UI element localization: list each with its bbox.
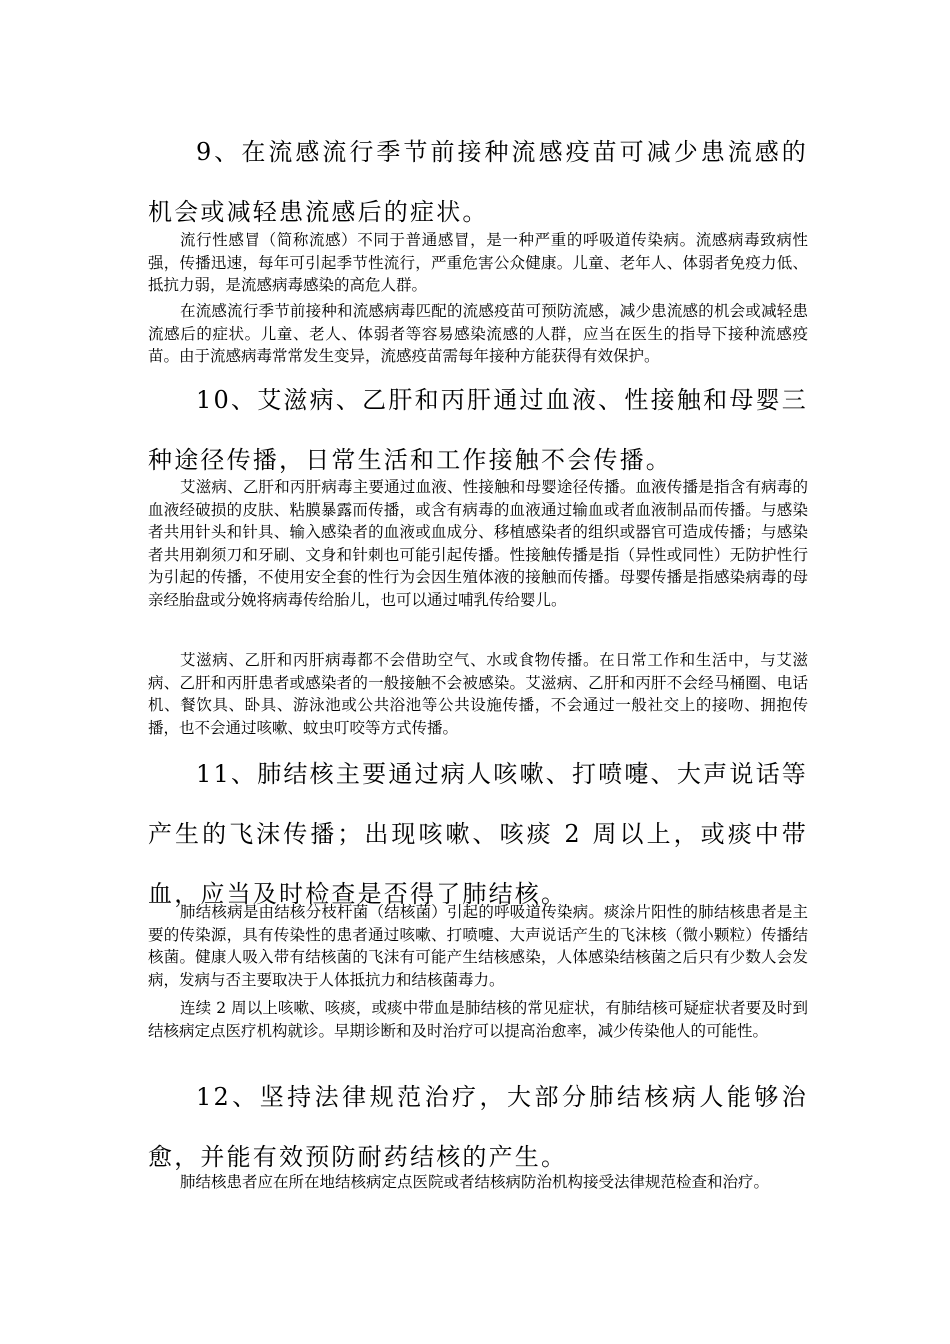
section-9-paragraph-2: 在流感流行季节前接种和流感病毒匹配的流感疫苗可预防流感，减少患流感的机会或减轻患流感后的症状。儿童、老人、体弱者等容易感染流感的人群，应当在医生的指导下接种流感疫苗。由于流感病毒常常发生变异，流感疫苗需每年接种方能获得有效保护。 [148,302,808,366]
section-10-paragraph-2: 艾滋病、乙肝和丙肝病毒都不会借助空气、水或食物传播。在日常工作和生活中，与艾滋病、乙肝和丙肝患者或感染者的一般接触不会被感染。艾滋病、乙肝和丙肝不会经马桶圈、电话机、餐饮具、卧具、游泳池或公共浴池等公共设施传播，不会通过一般社交上的接吻、拥抱传播，也不会通过咳嗽、蚊虫叮咬等方式传播。 [148,651,808,737]
section-12-heading: 12、坚持法律规范治疗，大部分肺结核病人能够治愈，并能有效预防耐药结核的产生。 [148,1083,808,1171]
section-11-paragraph-2: 连续 2 周以上咳嗽、咳痰，或痰中带血是肺结核的常见症状，有肺结核可疑症状者要及时到结核病定点医疗机构就诊。早期诊断和及时治疗可以提高治愈率，减少传染他人的可能性。 [148,999,808,1040]
section-11-heading: 11、肺结核主要通过病人咳嗽、打喷嚏、大声说话等产生的飞沫传播；出现咳嗽、咳痰 2 周以上，或痰中带血，应当及时检查是否得了肺结核。 [148,760,808,908]
section-12-paragraph-1: 肺结核患者应在所在地结核病定点医院或者结核病防治机构接受法律规范检查和治疗。 [180,1173,770,1191]
section-9-heading: 9、在流感流行季节前接种流感疫苗可减少患流感的机会或减轻患流感后的症状。 [148,138,808,226]
section-11-paragraph-1: 肺结核病是由结核分枝杆菌（结核菌）引起的呼吸道传染病。痰涂片阳性的肺结核患者是主要的传染源，具有传染性的患者通过咳嗽、打喷嚏、大声说话产生的飞沫核（微小颗粒）传播结核菌。健康人吸入带有结核菌的飞沫有可能产生结核感染，人体感染结核菌之后只有少数人会发病，发病与否主要取决于人体抵抗力和结核菌毒力。 [148,903,808,989]
section-10-paragraph-1: 艾滋病、乙肝和丙肝病毒主要通过血液、性接触和母婴途径传播。血液传播是指含有病毒的血液经破损的皮肤、粘膜暴露而传播，或含有病毒的血液通过输血或者血液制品而传播。与感染者共用针头和针具、输入感染者的血液或血成分、移植感染者的组织或器官可造成传播；与感染者共用剃须刀和牙刷、文身和针刺也可能引起传播。性接触传播是指（异性或同性）无防护性行为引起的传播，不使用安全套的性行为会因生殖体液的接触而传播。母婴传播是指感染病毒的母亲经胎盘或分娩将病毒传给胎儿，也可以通过哺乳传给婴儿。 [148,478,808,609]
section-10-heading: 10、艾滋病、乙肝和丙肝通过血液、性接触和母婴三种途径传播，日常生活和工作接触不会传播。 [148,386,808,474]
section-9-paragraph-1: 流行性感冒（简称流感）不同于普通感冒，是一种严重的呼吸道传染病。流感病毒致病性强，传播迅速，每年可引起季节性流行，严重危害公众健康。儿童、老年人、体弱者免疫力低、抵抗力弱，是流感病毒感染的高危人群。 [148,231,808,295]
